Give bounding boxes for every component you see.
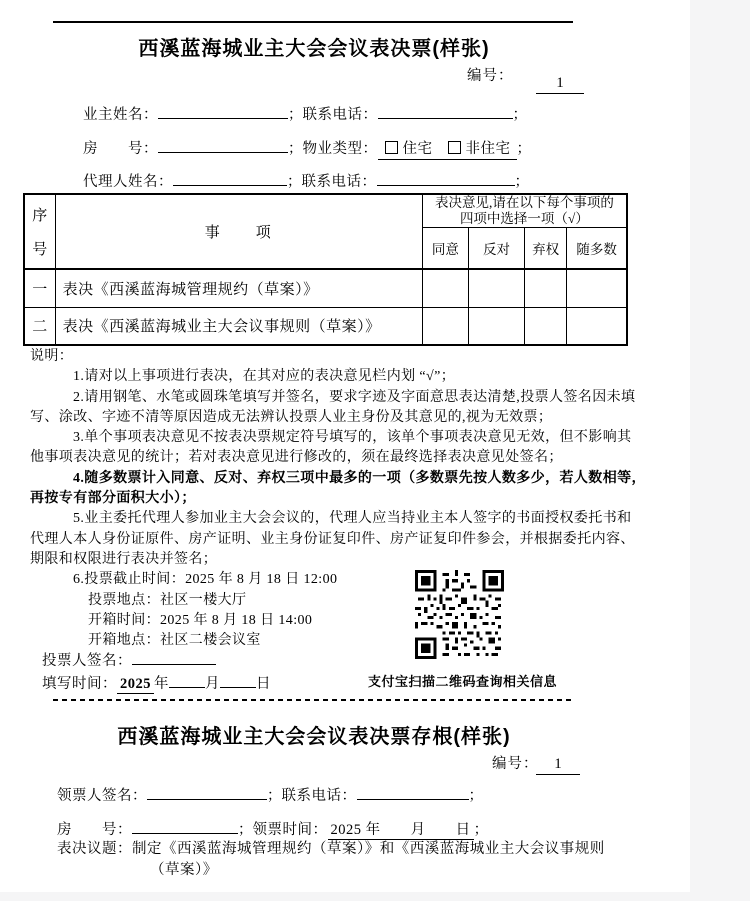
owner-name-blank[interactable]	[158, 103, 288, 119]
qr-code	[415, 569, 504, 660]
collect-time-value: 2025 年 月 日	[328, 818, 474, 840]
separator: ；	[287, 174, 302, 190]
stub-room-label: 房 号：	[57, 822, 132, 838]
room-number-label: 房 号：	[83, 141, 158, 157]
note-line: 6.投票截止时间：2025 年 8 月 18 日 12:00	[73, 572, 338, 588]
owner-phone-blank[interactable]	[378, 103, 513, 119]
row-item: 表决《西溪蓝海城管理规约（草案）》	[55, 269, 422, 307]
property-type-options	[378, 137, 517, 160]
qr-caption: 支付宝扫描二维码查询相关信息	[368, 674, 558, 689]
separator: ；	[468, 788, 483, 804]
room-row	[83, 137, 531, 160]
note-line: 5.业主委托代理人参加业主大会会议的，代理人应当持业主本人签字的书面授权委托书和	[73, 511, 632, 527]
voter-signature-label: 投票人签名：	[42, 653, 132, 669]
note-line: 开箱时间：2025 年 8 月 18 日 14:00	[88, 612, 313, 628]
row-seq: 二	[24, 307, 55, 345]
voting-table	[23, 193, 628, 346]
item-column-header: 事 项	[55, 194, 422, 269]
note-line: 他事项表决意见的统计；若对表决意见进行修改的，须在最终选择表决意见处签名；	[30, 450, 563, 466]
top-rule	[53, 21, 573, 23]
stub-number-label: 编号：	[492, 756, 539, 772]
note-line: 3.单个事项表决意见不按表决票规定符号填写的，该单个事项表决意见无效，但不影响其	[73, 430, 632, 446]
vote-cell-agree[interactable]	[422, 307, 468, 345]
separator: ；	[288, 141, 303, 157]
vote-cell-abstain[interactable]	[525, 269, 567, 307]
note-line: 代理人本人身份证原件、房产证明、业主身份证复印件、房产证复印件参会，并根据委托内容、	[30, 531, 635, 547]
non-residential-label: 非住宅	[465, 141, 511, 157]
note-line: 1.请对以上事项进行表决，在其对应的表决意见栏内划 “√”；	[73, 369, 456, 385]
separator: ；	[512, 107, 527, 123]
room-number-blank[interactable]	[158, 137, 288, 153]
option-header-abstain: 弃权	[525, 228, 567, 270]
voting-topic	[57, 839, 605, 880]
day-unit: 日	[256, 676, 271, 692]
residential-label: 住宅	[402, 141, 433, 157]
opinion-instruction-line2: 四项中选择一项（√）	[459, 211, 589, 226]
row-item: 表决《西溪蓝海城业主大会议事规则（草案）》	[55, 307, 422, 345]
agent-row	[83, 170, 529, 191]
month-blank[interactable]	[169, 672, 205, 688]
note-line-bold: 再按专有部分面积大小）；	[30, 491, 196, 507]
ballot-number-value: 1	[536, 74, 584, 94]
voter-signature-blank[interactable]	[132, 649, 216, 665]
collector-phone-label: 联系电话：	[281, 788, 357, 804]
vote-cell-oppose[interactable]	[468, 307, 524, 345]
property-type-label: 物业类型：	[302, 141, 378, 157]
opinion-instruction-header	[422, 194, 627, 228]
collector-signature-label: 领票人签名：	[57, 788, 147, 804]
vote-cell-follow-majority[interactable]	[567, 269, 627, 307]
year-unit: 年	[154, 676, 169, 692]
voter-signature-row	[42, 649, 216, 670]
owner-row	[83, 103, 527, 124]
stub-room-blank[interactable]	[132, 818, 238, 834]
owner-phone-label: 联系电话：	[302, 107, 378, 123]
table-row-1	[24, 269, 627, 307]
stub-number-value: 1	[536, 755, 580, 775]
agent-name-blank[interactable]	[173, 170, 287, 186]
ballot-title: 西溪蓝海城业主大会会议表决票(样张)	[138, 38, 490, 60]
notes-section	[30, 347, 680, 651]
table-row-2	[24, 307, 627, 345]
collector-phone-blank[interactable]	[357, 784, 469, 800]
seq-column-header: 序 号	[24, 194, 55, 269]
opinion-instruction-line1: 表决意见,请在以下每个事项的	[434, 195, 614, 210]
note-line-bold: 4.随多数票计入同意、反对、弃权三项中最多的一项（多数票先按人数多少，若人数相等，	[73, 470, 646, 486]
voting-topic-line1: 表决议题：制定《西溪蓝海城管理规约（草案）》和《西溪蓝海城业主大会议事规则	[57, 841, 605, 857]
checkbox-residential[interactable]	[385, 141, 398, 154]
option-header-agree: 同意	[422, 228, 468, 270]
note-line: 写、涂改、字迹不清等原因造成无法辨认投票人业主身份及其意见的,视为无效票；	[30, 409, 553, 425]
separator: ；	[238, 822, 253, 838]
separator: ；	[267, 788, 282, 804]
fill-time-label: 填写时间：	[42, 676, 117, 692]
collector-row	[57, 784, 483, 805]
separator: ；	[514, 174, 529, 190]
note-line: 2.请用钢笔、水笔或圆珠笔填写并签名，要求字迹及字面意思表达清楚,投票人签名因未填	[73, 389, 636, 405]
separator: ；	[473, 822, 489, 838]
fill-year-value: 2025	[117, 676, 154, 694]
voting-topic-line2: （草案）》	[150, 861, 218, 878]
note-line: 投票地点：社区一楼大厅	[88, 592, 247, 608]
agent-name-label: 代理人姓名：	[83, 174, 173, 190]
note-line: 期限和权限进行表决并签名；	[30, 551, 218, 567]
vote-cell-follow-majority[interactable]	[567, 307, 627, 345]
notes-heading: 说明：	[30, 349, 74, 364]
month-unit: 月	[205, 676, 220, 692]
separator: ；	[516, 141, 531, 157]
option-header-follow-majority: 随多数	[567, 228, 627, 270]
stub-title: 西溪蓝海城业主大会会议表决票存根(样张)	[117, 726, 511, 748]
note-line: 开箱地点：社区二楼会议室	[88, 633, 261, 649]
vote-cell-oppose[interactable]	[468, 269, 524, 307]
owner-name-label: 业主姓名：	[83, 107, 158, 123]
dashed-separator	[53, 699, 572, 701]
fill-time-row	[42, 672, 271, 694]
agent-phone-blank[interactable]	[377, 170, 515, 186]
checkbox-non-residential[interactable]	[448, 141, 461, 154]
day-blank[interactable]	[220, 672, 256, 688]
stub-room-row	[57, 818, 488, 840]
separator: ；	[288, 107, 303, 123]
row-seq: 一	[24, 269, 55, 307]
vote-cell-abstain[interactable]	[525, 307, 567, 345]
vote-cell-agree[interactable]	[422, 269, 468, 307]
ballot-number-label: 编号：	[467, 68, 514, 84]
option-header-oppose: 反对	[468, 228, 524, 270]
collect-time-label: 领票时间：	[252, 822, 328, 838]
collector-signature-blank[interactable]	[147, 784, 267, 800]
agent-phone-label: 联系电话：	[301, 174, 377, 190]
